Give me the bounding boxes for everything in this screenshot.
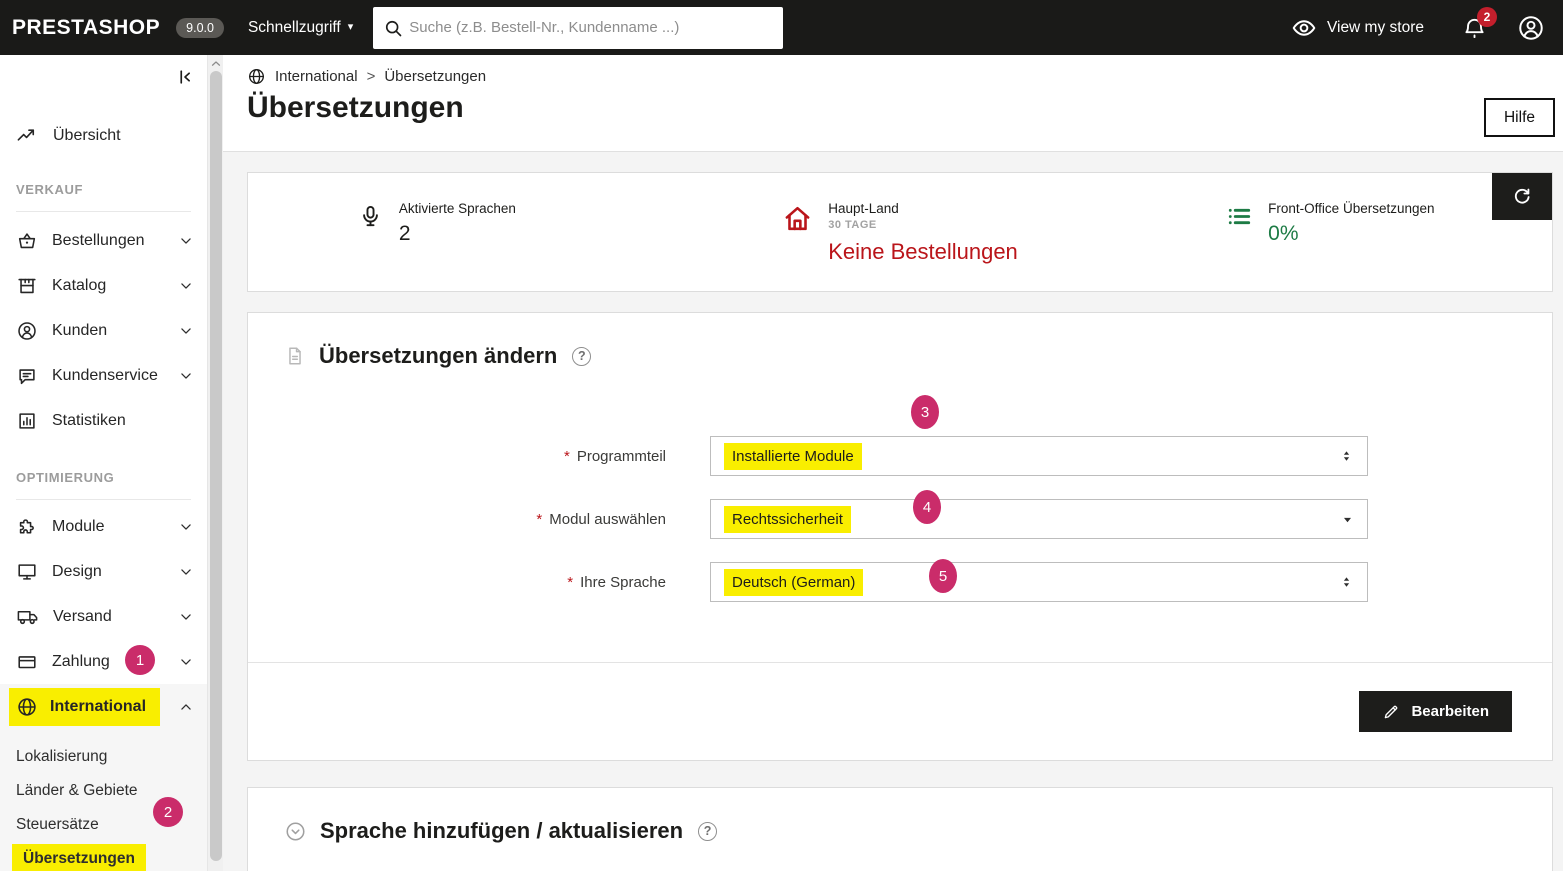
view-my-store-label: View my store [1326,18,1424,36]
quick-access-menu[interactable] [248,19,353,37]
search-icon [383,18,403,38]
form-row-sprache [248,562,1552,602]
chevron-down-icon [179,234,193,248]
dropdown-arrow-icon [1341,513,1354,526]
subitem-label: Steuersätze [16,816,99,833]
credit-card-icon [16,651,38,673]
sidebar-item-label: Design [52,562,102,580]
bar-chart-icon [16,410,38,432]
chevron-down-icon [179,610,193,624]
sidebar-item-design[interactable] [0,549,207,594]
chevron-down-icon [179,369,193,383]
page-header [223,55,1563,152]
kpi-main-country [683,173,1118,291]
sidebar-item-international[interactable] [0,684,207,730]
notifications-button[interactable] [1462,10,1491,40]
sidebar-item-label: Zahlung [52,652,110,670]
modul-select[interactable] [710,499,1368,539]
annotation-marker-2: 2 [153,797,183,827]
page-title: Übersetzungen [247,91,464,124]
chat-bubble-icon [16,365,38,387]
help-circle-icon[interactable] [698,822,717,841]
panel-footer [248,662,1552,760]
global-search [373,7,783,49]
sidebar-scrollbar[interactable] [207,55,223,871]
required-asterisk: * [567,573,574,591]
kpi-text [1268,201,1443,291]
puzzle-icon [16,516,38,538]
field-label [248,511,710,528]
edit-button[interactable] [1359,691,1512,732]
content-area [223,152,1563,871]
sidebar-item-label: Versand [53,607,112,625]
monitor-icon [16,561,38,583]
kpi-active-languages [248,173,683,291]
sidebar-item-label: Statistiken [52,411,126,429]
trending-up-icon [16,124,39,147]
annotation-marker-1: 1 [125,645,155,675]
scrollbar-up-icon[interactable] [210,58,222,70]
edit-button-label: Bearbeiten [1411,703,1489,720]
account-button[interactable] [1517,14,1545,42]
programmteil-select[interactable] [710,436,1368,476]
translation-form [248,436,1552,602]
sidebar-item-versand[interactable] [0,594,207,639]
field-label [248,448,710,465]
collapse-sidebar-icon[interactable] [175,67,195,87]
subitem-label: Länder & Gebiete [16,782,138,799]
storefront-icon [16,275,38,297]
sidebar-item-label: Kundenservice [52,366,158,384]
sidebar-item-label: Übersicht [53,126,121,144]
version-badge: 9.0.0 [176,18,224,38]
globe-icon [247,67,266,86]
eye-icon [1291,15,1317,41]
sidebar-item-label: Kunden [52,321,108,339]
updown-arrows-icon [1339,573,1354,591]
chevron-down-icon: ▾ [347,21,354,33]
kpi-value: 0% [1268,222,1299,245]
refresh-icon [1511,186,1533,208]
international-highlight [9,688,160,726]
annotation-marker-5: 5 [929,559,957,593]
panel-header [248,788,1552,844]
sidebar-section-verkauf: VERKAUF [16,182,191,212]
form-row-modul [248,499,1552,539]
panel-title: Übersetzungen ändern [319,343,558,368]
required-asterisk: * [536,510,543,528]
kpi-value: 2 [398,222,411,245]
sidebar-item-kunden[interactable] [0,308,207,353]
field-label-text: Programmteil [576,447,666,465]
add-language-panel [247,787,1553,871]
prestashop-logo[interactable]: PRESTASHOP [12,15,161,39]
kpi-sublabel: 30 TAGE [828,219,877,231]
kpi-label: Front-Office Übersetzungen [1268,201,1435,216]
sidebar-item-label: Katalog [52,276,107,294]
chevron-down-icon [179,655,193,669]
field-label [248,574,710,591]
breadcrumb-root[interactable]: International [275,68,358,85]
sidebar-item-zahlung[interactable] [0,639,207,684]
kpi-panel [247,172,1553,292]
sidebar-item-module[interactable] [0,504,207,549]
sidebar-section-optimierung: OPTIMIERUNG [16,470,191,500]
chevron-down-icon [179,324,193,338]
sidebar [0,55,207,871]
main-content [223,55,1563,871]
chevron-down-icon [179,279,193,293]
sidebar-item-kundenservice[interactable] [0,353,207,398]
breadcrumb [247,55,1563,86]
panel-title: Sprache hinzufügen / aktualisieren [320,818,684,843]
subitem-label-highlighted: Übersetzungen [12,844,146,871]
required-asterisk: * [563,447,570,465]
sidebar-item-label: Bestellungen [52,231,145,249]
selected-value-highlighted: Rechtssicherheit [724,506,851,533]
person-circle-icon [16,320,38,342]
sidebar-item-statistiken[interactable] [0,398,207,443]
sidebar-subitem-uebersetzungen[interactable] [0,842,207,871]
globe-icon [16,696,38,718]
home-icon [782,203,813,291]
kpi-text [399,201,574,291]
kpi-label: Haupt-Land [828,201,899,216]
document-icon [284,345,306,367]
top-bar [0,0,1563,55]
pencil-icon [1382,703,1400,721]
annotation-marker-4: 4 [913,490,941,524]
sidebar-subitem-lokalisierung[interactable] [0,740,207,774]
kpi-text [828,201,1018,291]
chevron-down-icon [179,565,193,579]
truck-icon [16,605,39,628]
sidebar-international-block [0,684,207,871]
sidebar-collapse-row [0,55,207,95]
annotation-marker-3: 3 [911,395,939,429]
field-label-text: Modul auswählen [549,510,666,528]
help-circle-icon[interactable] [572,347,591,366]
field-label-text: Ihre Sprache [580,573,666,591]
microphone-icon [357,203,384,291]
scrollbar-thumb[interactable] [210,71,222,861]
search-input[interactable] [409,19,773,36]
sidebar-item-uebersicht[interactable] [0,113,207,158]
sidebar-item-bestellungen[interactable] [0,218,207,263]
account-icon [1517,14,1545,42]
refresh-button[interactable] [1492,173,1552,220]
chevron-up-icon [179,700,193,714]
edit-translations-panel [247,312,1553,761]
sidebar-item-katalog[interactable] [0,263,207,308]
sidebar-item-label: International [50,698,147,715]
subitem-label: Lokalisierung [16,748,108,765]
sprache-select[interactable] [710,562,1368,602]
notification-badge: 2 [1477,7,1497,27]
help-button[interactable]: Hilfe [1484,98,1555,137]
top-bar-right [1291,10,1545,42]
selected-value-highlighted: Deutsch (German) [724,569,863,596]
selected-value-highlighted: Installierte Module [724,443,862,470]
sidebar-item-label: Module [52,517,105,535]
updown-arrows-icon [1339,447,1354,465]
breadcrumb-current: Übersetzungen [384,68,487,85]
kpi-label: Aktivierte Sprachen [398,201,516,216]
kpi-front-office-translations [1117,173,1552,291]
form-row-programmteil [248,436,1552,476]
quick-access-label: Schnellzugriff [247,18,341,36]
list-icon [1226,203,1253,291]
chevron-down-icon [179,520,193,534]
breadcrumb-separator: > [366,68,376,85]
kpi-value: Keine Bestellungen [828,239,1018,264]
circle-chevron-down-icon[interactable] [284,820,307,843]
basket-icon [16,230,38,252]
view-my-store-link[interactable] [1291,15,1424,41]
panel-header [248,313,1552,369]
